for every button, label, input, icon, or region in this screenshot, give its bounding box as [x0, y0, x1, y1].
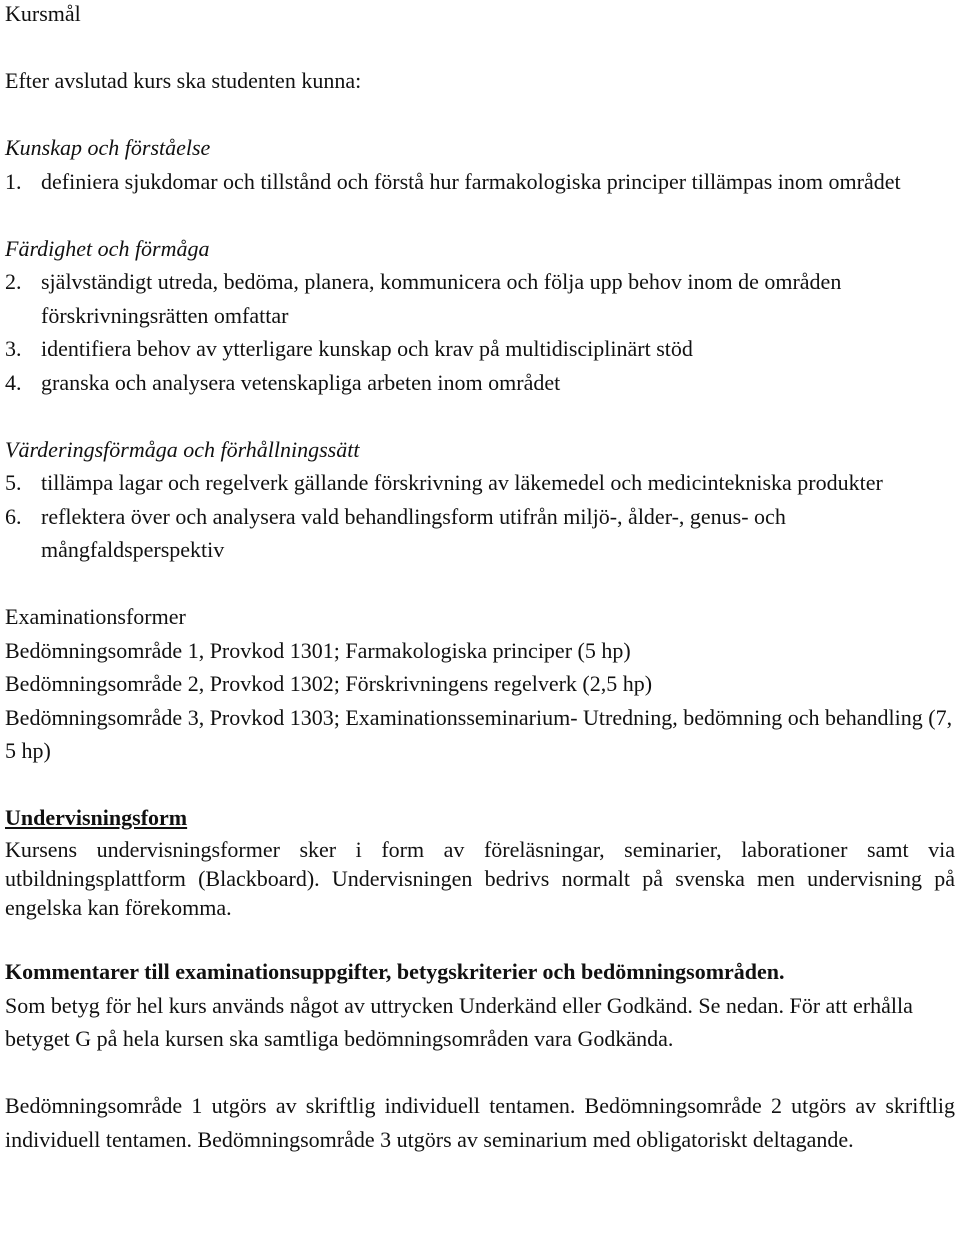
- teaching-heading: Undervisningsform: [5, 805, 188, 830]
- heading-kursmal: Kursmål: [5, 1, 81, 26]
- goal-number: 4.: [5, 369, 22, 395]
- goal-item: [5, 332, 955, 366]
- goal-item: [5, 366, 955, 400]
- examination-line: Bedömningsområde 3, Provkod 1303; Examinationsseminarium- Utredning, bedömning och behandling (7, 5 hp): [5, 704, 953, 763]
- goal-number: 6.: [5, 503, 22, 529]
- goal-number: 5.: [5, 470, 22, 495]
- goal-item: [5, 466, 955, 500]
- goal-number: 2.: [5, 269, 22, 294]
- spacer: [5, 31, 955, 65]
- goal-number: 1.: [5, 168, 22, 194]
- goal-text: självständigt utreda, bedöma, planera, kommunicera och följa upp behov inom de områden förskrivningsrätten omfattar: [41, 269, 842, 328]
- goal-text: granska och analysera vetenskapliga arbeten inom området: [41, 369, 561, 395]
- goal-item: [5, 265, 955, 332]
- intro-text: Efter avslutad kurs ska studenten kunna:: [5, 68, 362, 93]
- spacer: [5, 98, 955, 132]
- goal-item: [5, 500, 955, 567]
- goal-text: identifiera behov av ytterligare kunskap och krav på multidisciplinärt stöd: [41, 336, 693, 361]
- document-page: [5, 0, 955, 1156]
- spacer: [5, 768, 955, 802]
- section-title-fardighet: Färdighet och förmåga: [5, 235, 210, 261]
- section-title-kunskap: Kunskap och förståelse: [5, 135, 211, 160]
- spacer: [5, 399, 955, 433]
- spacer: [5, 922, 955, 956]
- teaching-text: Kursens undervisningsformer sker i form av föreläsningar, seminarier, laborationer samt via utbildningsplattform (Blackboard). Undervisningen bedrivs normalt på svenska men undervisning på engelska kan förekomma.: [5, 836, 955, 920]
- section-title-vardering: Värderingsförmåga och förhållningssätt: [5, 436, 360, 462]
- comments-text-2: Bedömningsområde 1 utgörs av skriftlig individuell tentamen. Bedömningsområde 2 utgörs av skriftlig individuell tentamen. Bedömningsområde 3 utgörs av seminarium med obligatoriskt deltagande.: [5, 1093, 955, 1152]
- examination-line: Bedömningsområde 2, Provkod 1302; Förskrivningens regelverk (2,5 hp): [5, 671, 653, 696]
- spacer: [5, 567, 955, 601]
- spacer: [5, 1056, 955, 1090]
- goal-item: [5, 165, 955, 199]
- spacer: [5, 198, 955, 232]
- examination-line: Bedömningsområde 1, Provkod 1301; Farmakologiska principer (5 hp): [5, 637, 631, 663]
- goal-text: definiera sjukdomar och tillstånd och förstå hur farmakologiska principer tillämpas inom området: [41, 168, 901, 194]
- comments-heading: Kommentarer till examinationsuppgifter, betygskriterier och bedömningsområden.: [5, 959, 785, 984]
- examination-heading: Examinationsformer: [5, 604, 186, 629]
- comments-text: Som betyg för hel kurs används något av uttrycken Underkänd eller Godkänd. Se nedan. För att erhålla betyget G på hela kursen ska samtliga bedömningsområden vara Godkända.: [5, 992, 913, 1051]
- goal-number: 3.: [5, 336, 22, 361]
- goal-text: reflektera över och analysera vald behandlingsform utifrån miljö-, ålder-, genus- och mångfaldsperspektiv: [41, 503, 786, 562]
- goal-text: tillämpa lagar och regelverk gällande förskrivning av läkemedel och medicintekniska produkter: [41, 470, 883, 495]
